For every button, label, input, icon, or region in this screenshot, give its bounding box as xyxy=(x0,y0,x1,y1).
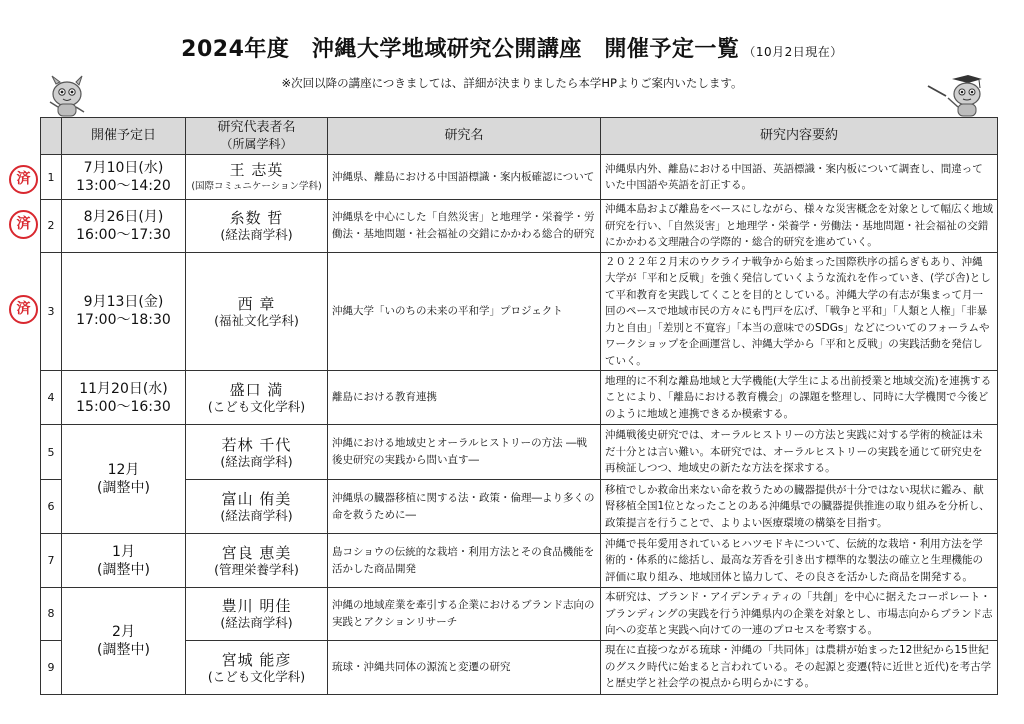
representative-name: 糸数 哲 xyxy=(229,209,284,228)
table-row xyxy=(41,371,998,425)
representative-cell xyxy=(186,534,328,588)
notice-text: ※次回以降の講座につきましては、詳細が決まりましたら本学HPよりご案内いたします。 xyxy=(281,76,743,90)
representative-cell xyxy=(186,588,328,641)
table-row xyxy=(41,252,998,371)
department: (こども文化学科) xyxy=(207,399,306,414)
department: (国際コミュニケーション学科) xyxy=(191,180,322,192)
representative-name: 王 志英 xyxy=(229,160,284,179)
as-of-date: （10月2日現在） xyxy=(743,45,843,59)
date-text: 8月26日(月) xyxy=(83,208,164,225)
topic-cell: 沖縄県を中心にした「自然災害」と地理学・栄養学・労働法・基地問題・社会福祉の交錯にかかわる総合的研究 xyxy=(328,200,601,253)
lecture-schedule-table xyxy=(40,117,998,695)
table-row xyxy=(41,425,998,480)
department: (経法商学科) xyxy=(220,615,293,631)
row-number: 9 xyxy=(41,640,62,694)
header-rep-line2: （所属学科） xyxy=(220,136,293,151)
header-summary: 研究内容要約 xyxy=(601,118,998,155)
mascot-left-icon xyxy=(42,74,92,118)
completed-stamp: 済 xyxy=(9,295,38,324)
representative-name: 富山 侑美 xyxy=(221,490,292,508)
table-row xyxy=(41,588,998,641)
table-row xyxy=(41,200,998,253)
date-cell xyxy=(62,200,186,253)
summary-cell: 沖縄戦後史研究では、オーラルヒストリーの方法と実践に対する学術的検証は未だ十分とは言い難い。本研究では、オーラルヒストリーの実践を通じて研究史を再検証しつつ、地域史の新たな方法を探求する。 xyxy=(601,425,998,480)
status-text: (調整中) xyxy=(97,641,150,658)
department: (経法商学科) xyxy=(220,227,293,243)
date-cell xyxy=(62,588,186,695)
completed-stamp: 済 xyxy=(9,210,38,239)
representative-name: 豊川 明佳 xyxy=(221,597,292,616)
date-cell xyxy=(62,371,186,425)
month-text: 12月 xyxy=(107,462,140,478)
representative-cell xyxy=(186,200,328,253)
header-representative xyxy=(186,118,328,155)
summary-cell: 移植でしか救命出来ない命を救うための臓器提供が十分ではない現状に鑑み、献腎移植全国1位となったことのある沖縄県での臓器提供推進の取り組みを分析し、政策提言を行うことで、よりよい医療環境の構築を目指す。 xyxy=(601,480,998,534)
page-title xyxy=(0,32,1024,63)
representative-cell xyxy=(186,252,328,371)
department: (経法商学科) xyxy=(220,453,293,469)
row-number: 1 xyxy=(41,155,62,200)
table-header-row xyxy=(41,118,998,155)
topic-cell: 島コショウの伝統的な栽培・利用方法とその食品機能を活かした商品開発 xyxy=(328,534,601,588)
topic-cell: 沖縄の地域産業を牽引する企業におけるブランド志向の実践とアクションリサーチ xyxy=(328,588,601,641)
header-topic: 研究名 xyxy=(328,118,601,155)
summary-cell: 沖縄県内外、離島における中国語、英語標識・案内板について調査し、間違っていた中国語や英語を訂正する。 xyxy=(601,155,998,200)
mascot-right-icon xyxy=(924,72,988,118)
status-text: (調整中) xyxy=(97,561,150,578)
representative-cell xyxy=(186,155,328,200)
department: (管理栄養学科) xyxy=(214,562,299,577)
time-text: 16:00～17:30 xyxy=(76,226,171,243)
header-rep-line1: 研究代表者名 xyxy=(217,119,296,135)
topic-cell: 沖縄における地域史とオーラルヒストリーの方法 ―戦後史研究の実践から問い直す― xyxy=(328,425,601,480)
completed-stamp: 済 xyxy=(9,165,38,194)
representative-name: 西 章 xyxy=(237,294,276,313)
representative-name: 宮城 能彦 xyxy=(221,650,292,669)
representative-name: 宮良 恵美 xyxy=(221,544,292,562)
time-text: 17:00～18:30 xyxy=(76,312,171,329)
summary-cell: 沖縄本島および離島をベースにしながら、様々な災害概念を対象として幅広く地域研究を行い、「自然災害」と地理学・栄養学・労働法・基地問題・社会福祉の交錯にかかわる文理融合の学際的・総合的研究を進めていく。 xyxy=(601,200,998,253)
date-cell xyxy=(62,252,186,371)
row-number: 8 xyxy=(41,588,62,641)
status-text: (調整中) xyxy=(97,480,150,496)
summary-cell: 本研究は、ブランド・アイデンティティの「共創」を中心に据えたコーポレート・ブランディングの実践を行う沖縄県内の企業を対象とし、市場志向からブランド志向への変革と実践へ向けての一連のプロセスを考察する。 xyxy=(601,588,998,641)
row-number: 2 xyxy=(41,200,62,253)
row-number: 7 xyxy=(41,534,62,588)
summary-cell: ２０２２年２月末のウクライナ戦争から始まった国際秩序の揺らぎもあり、沖縄大学が「平和と反戦」を強く発信していくような流れを作っていき、(学び舎)として平和教育を実践してくことを目的としている。沖縄大学の有志が集まって月一回のペースで地域市民の方々にも門戸を広げ、「戦争と平和」「人類と人権」「非暴力と自由」「差別と不寛容」「本当の意味でのSDGs」などについてのフォーラムやワークショップを企画運営し、沖縄大学から「平和と反戦」の実践活動を発信していく。 xyxy=(601,252,998,371)
representative-cell xyxy=(186,640,328,694)
representative-cell xyxy=(186,425,328,480)
representative-name: 盛口 満 xyxy=(229,381,284,399)
table-row xyxy=(41,155,998,200)
topic-cell: 沖縄県、離島における中国語標識・案内板確認について xyxy=(328,155,601,200)
representative-cell xyxy=(186,480,328,534)
topic-cell: 沖縄県の臓器移植に関する法・政策・倫理―より多くの命を救うために― xyxy=(328,480,601,534)
row-number: 3 xyxy=(41,252,62,371)
date-cell xyxy=(62,534,186,588)
summary-cell: 地理的に不利な離島地域と大学機能(大学生による出前授業と地域交流)を連携することにより、「離島における教育機会」の課題を整理し、同時に大学機関で今後どのように地域と連携できるか模索する。 xyxy=(601,371,998,425)
row-number: 6 xyxy=(41,480,62,534)
department: (こども文化学科) xyxy=(207,668,306,684)
header-number xyxy=(41,118,62,155)
topic-cell: 離島における教育連携 xyxy=(328,371,601,425)
representative-name: 若林 千代 xyxy=(221,435,292,454)
row-number: 5 xyxy=(41,425,62,480)
header-date: 開催予定日 xyxy=(62,118,186,155)
date-cell xyxy=(62,155,186,200)
date-text: 9月13日(金) xyxy=(83,294,164,311)
month-text: 2月 xyxy=(112,623,135,640)
date-text: 11月20日(水) xyxy=(79,380,168,397)
department: (福祉文化学科) xyxy=(214,312,299,328)
department: (経法商学科) xyxy=(220,508,293,523)
summary-cell: 沖縄で長年愛用されているヒハツモドキについて、伝統的な栽培・利用方法を学術的・体系的に総括し、最高な芳香を引き出す標準的な製法の確立と生理機能の評価に取り組み、地域団体と協力して、その良さを活かした商品を開発する。 xyxy=(601,534,998,588)
time-text: 13:00～14:20 xyxy=(76,178,171,194)
table-row xyxy=(41,534,998,588)
summary-cell: 現在に直接つながる琉球・沖縄の「共同体」は農耕が始まった12世紀から15世紀のグスク時代に始まると言われている。その起源と変遷(特に近世と近代)を考古学と歴史学と社会学の視点から明らかにする。 xyxy=(601,640,998,694)
row-number: 4 xyxy=(41,371,62,425)
date-text: 7月10日(水) xyxy=(83,160,164,176)
topic-cell: 琉球・沖縄共同体の源流と変遷の研究 xyxy=(328,640,601,694)
month-text: 1月 xyxy=(112,543,135,560)
time-text: 15:00～16:30 xyxy=(76,398,171,415)
topic-cell: 沖縄大学「いのちの未来の平和学」プロジェクト xyxy=(328,252,601,371)
date-cell xyxy=(62,425,186,534)
representative-cell xyxy=(186,371,328,425)
title-text: 2024年度 沖縄大学地域研究公開講座 開催予定一覧 xyxy=(181,37,740,62)
